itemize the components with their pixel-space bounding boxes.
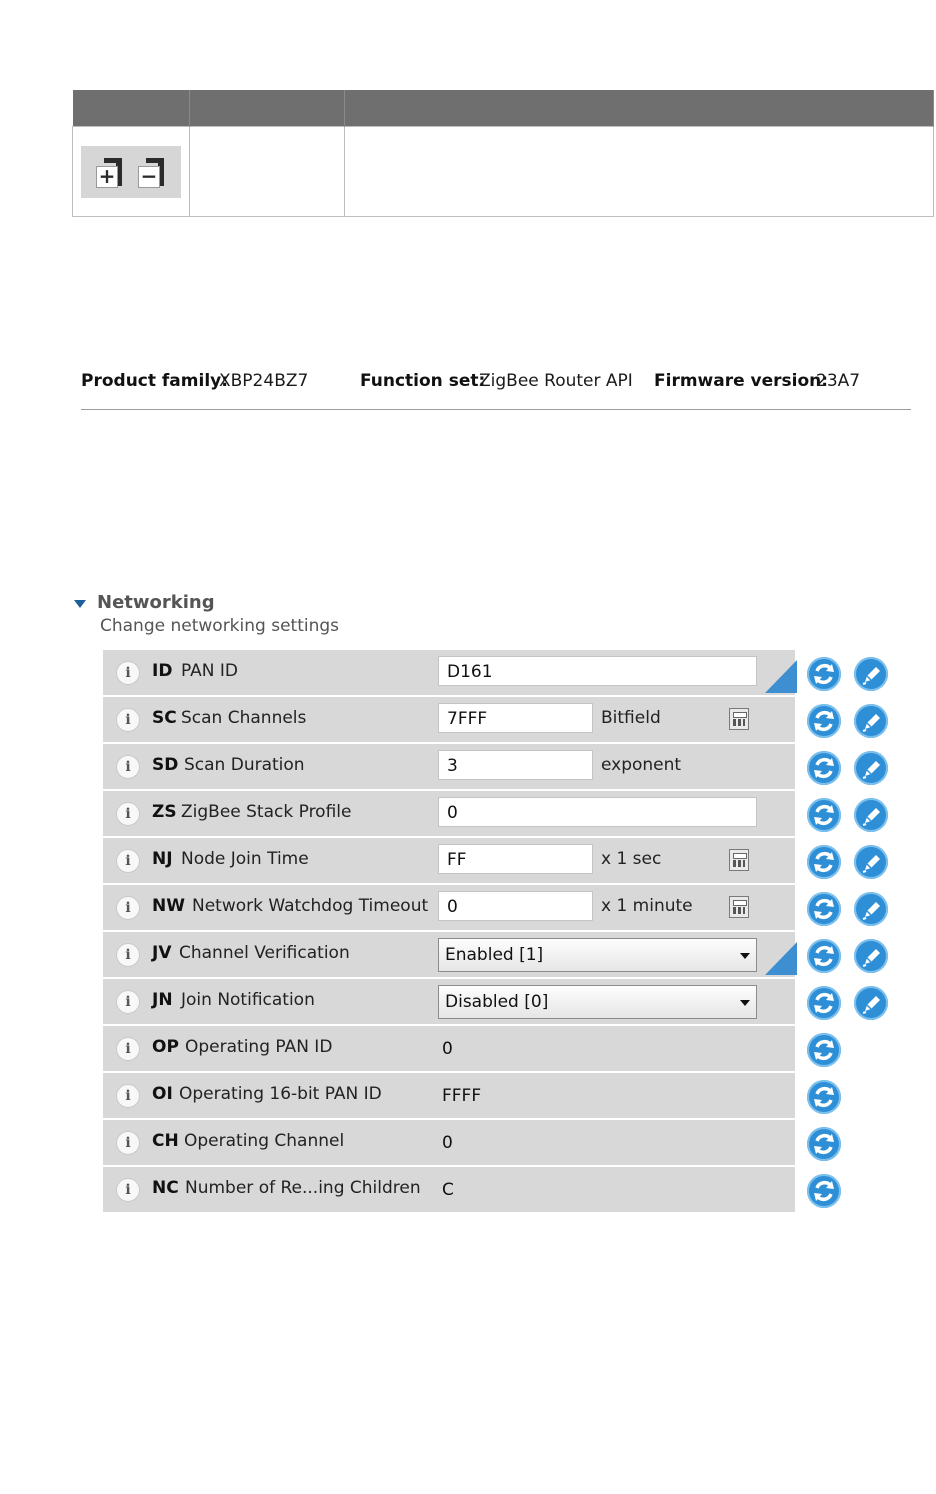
param-name: PAN ID [181, 661, 239, 681]
param-code: JN [152, 990, 173, 1010]
empty-cell [345, 127, 934, 217]
param-unit: x 1 minute [601, 896, 693, 916]
info-icon[interactable]: i [116, 1084, 140, 1108]
param-row-ch [103, 1120, 795, 1167]
info-icon[interactable]: i [116, 1037, 140, 1061]
info-icon[interactable]: i [116, 755, 140, 779]
default-changed-corner-icon [765, 660, 797, 693]
param-code: NW [152, 896, 185, 916]
param-value-input[interactable]: 7FFF [438, 703, 593, 733]
param-value-input[interactable]: 0 [438, 797, 757, 827]
param-code: OP [152, 1037, 179, 1057]
param-name: Channel Verification [179, 943, 350, 963]
param-code: JV [152, 943, 172, 963]
calculator-icon[interactable] [729, 708, 749, 730]
param-code: NC [152, 1178, 179, 1198]
read-refresh-icon[interactable] [807, 845, 841, 879]
param-row-sc [103, 697, 795, 744]
param-name: Node Join Time [181, 849, 309, 869]
param-unit: Bitfield [601, 708, 661, 728]
write-pencil-icon[interactable] [854, 751, 888, 785]
param-code: CH [152, 1131, 179, 1151]
param-name: Scan Channels [181, 708, 307, 728]
param-row-nw [103, 885, 795, 932]
param-name: Operating PAN ID [185, 1037, 333, 1057]
firmware-version-value: 23A7 [816, 371, 861, 391]
param-readonly-value: 0 [442, 1133, 453, 1153]
expand-collapse-group [81, 146, 181, 198]
select-value: Disabled [0] [445, 992, 549, 1012]
param-code: NJ [152, 849, 173, 869]
param-row-oi [103, 1073, 795, 1120]
legend-table [72, 90, 934, 217]
read-refresh-icon[interactable] [807, 892, 841, 926]
action-row-nj [795, 838, 915, 885]
param-name: ZigBee Stack Profile [181, 802, 352, 822]
info-icon[interactable]: i [116, 708, 140, 732]
param-code: ID [152, 661, 173, 681]
param-readonly-value: C [442, 1180, 454, 1200]
action-row-ch [795, 1120, 915, 1167]
param-name: Join Notification [181, 990, 315, 1010]
collapse-triangle-icon[interactable] [74, 600, 86, 608]
param-row-op [103, 1026, 795, 1073]
read-refresh-icon[interactable] [807, 1127, 841, 1161]
write-pencil-icon[interactable] [854, 657, 888, 691]
param-name: Number of Re...ing Children [185, 1178, 421, 1198]
select-value: Enabled [1] [445, 945, 544, 965]
parameter-action-buttons [795, 650, 915, 1214]
header-cell [345, 90, 934, 127]
param-name: Network Watchdog Timeout [192, 896, 429, 916]
param-row-id [103, 650, 795, 697]
write-pencil-icon[interactable] [854, 939, 888, 973]
info-icon[interactable]: i [116, 1131, 140, 1155]
calculator-icon[interactable] [729, 896, 749, 918]
info-icon[interactable]: i [116, 849, 140, 873]
icon-cell [73, 127, 190, 217]
networking-parameter-list [103, 650, 795, 1214]
param-row-sd [103, 744, 795, 791]
section-subtitle: Change networking settings [100, 616, 340, 636]
write-pencil-icon[interactable] [854, 704, 888, 738]
read-refresh-icon[interactable] [807, 657, 841, 691]
action-row-sd [795, 744, 915, 791]
header-cell [73, 90, 190, 127]
read-refresh-icon[interactable] [807, 1174, 841, 1208]
action-row-sc [795, 697, 915, 744]
info-icon[interactable]: i [116, 943, 140, 967]
device-info-bar [81, 369, 911, 410]
read-refresh-icon[interactable] [807, 986, 841, 1020]
firmware-version-label: Firmware version: [654, 371, 829, 391]
param-code: SD [152, 755, 179, 775]
param-value-select[interactable] [438, 985, 757, 1019]
param-name: Scan Duration [184, 755, 305, 775]
action-row-nc [795, 1167, 915, 1214]
param-value-input[interactable]: D161 [438, 656, 757, 686]
info-icon[interactable]: i [116, 802, 140, 826]
collapse-all-icon[interactable]: − [136, 156, 168, 188]
product-family-label: Product family: [81, 371, 229, 391]
param-name: Operating 16-bit PAN ID [179, 1084, 382, 1104]
param-unit: exponent [601, 755, 682, 775]
param-unit: x 1 sec [601, 849, 662, 869]
action-row-zs [795, 791, 915, 838]
param-code: ZS [152, 802, 177, 822]
read-refresh-icon[interactable] [807, 939, 841, 973]
info-icon[interactable]: i [116, 990, 140, 1014]
param-row-nc [103, 1167, 795, 1214]
write-pencil-icon[interactable] [854, 892, 888, 926]
function-set-label: Function set: [360, 371, 486, 391]
read-refresh-icon[interactable] [807, 751, 841, 785]
param-row-nj [103, 838, 795, 885]
action-row-jv [795, 932, 915, 979]
read-refresh-icon[interactable] [807, 1033, 841, 1067]
default-changed-corner-icon [765, 942, 797, 975]
legend-table-header [73, 90, 934, 127]
action-row-id [795, 650, 915, 697]
param-row-jn [103, 979, 795, 1026]
write-pencil-icon[interactable] [854, 986, 888, 1020]
action-row-oi [795, 1073, 915, 1120]
read-refresh-icon[interactable] [807, 798, 841, 832]
param-code: SC [152, 708, 177, 728]
param-value-select[interactable] [438, 938, 757, 972]
param-readonly-value: FFFF [442, 1086, 482, 1106]
param-code: OI [152, 1084, 173, 1104]
write-pencil-icon[interactable] [854, 845, 888, 879]
param-value-input[interactable]: FF [438, 844, 593, 874]
calculator-icon[interactable] [729, 849, 749, 871]
header-cell [190, 90, 345, 127]
info-icon[interactable]: i [116, 1178, 140, 1202]
chevron-down-icon[interactable] [740, 953, 750, 959]
param-readonly-value: 0 [442, 1039, 453, 1059]
param-row-zs [103, 791, 795, 838]
read-refresh-icon[interactable] [807, 1080, 841, 1114]
info-icon[interactable]: i [116, 661, 140, 685]
action-row-jn [795, 979, 915, 1026]
param-value-input[interactable]: 0 [438, 891, 593, 921]
product-family-value: XBP24BZ7 [219, 371, 309, 391]
section-title: Networking [97, 592, 215, 613]
info-icon[interactable]: i [116, 896, 140, 920]
empty-cell [190, 127, 345, 217]
chevron-down-icon[interactable] [740, 1000, 750, 1006]
param-value-input[interactable]: 3 [438, 750, 593, 780]
action-row-op [795, 1026, 915, 1073]
write-pencil-icon[interactable] [854, 798, 888, 832]
function-set-value: ZigBee Router API [479, 371, 633, 391]
read-refresh-icon[interactable] [807, 704, 841, 738]
action-row-nw [795, 885, 915, 932]
legend-table-row [73, 127, 934, 217]
expand-all-icon[interactable]: + [94, 156, 126, 188]
param-row-jv [103, 932, 795, 979]
param-name: Operating Channel [184, 1131, 345, 1151]
